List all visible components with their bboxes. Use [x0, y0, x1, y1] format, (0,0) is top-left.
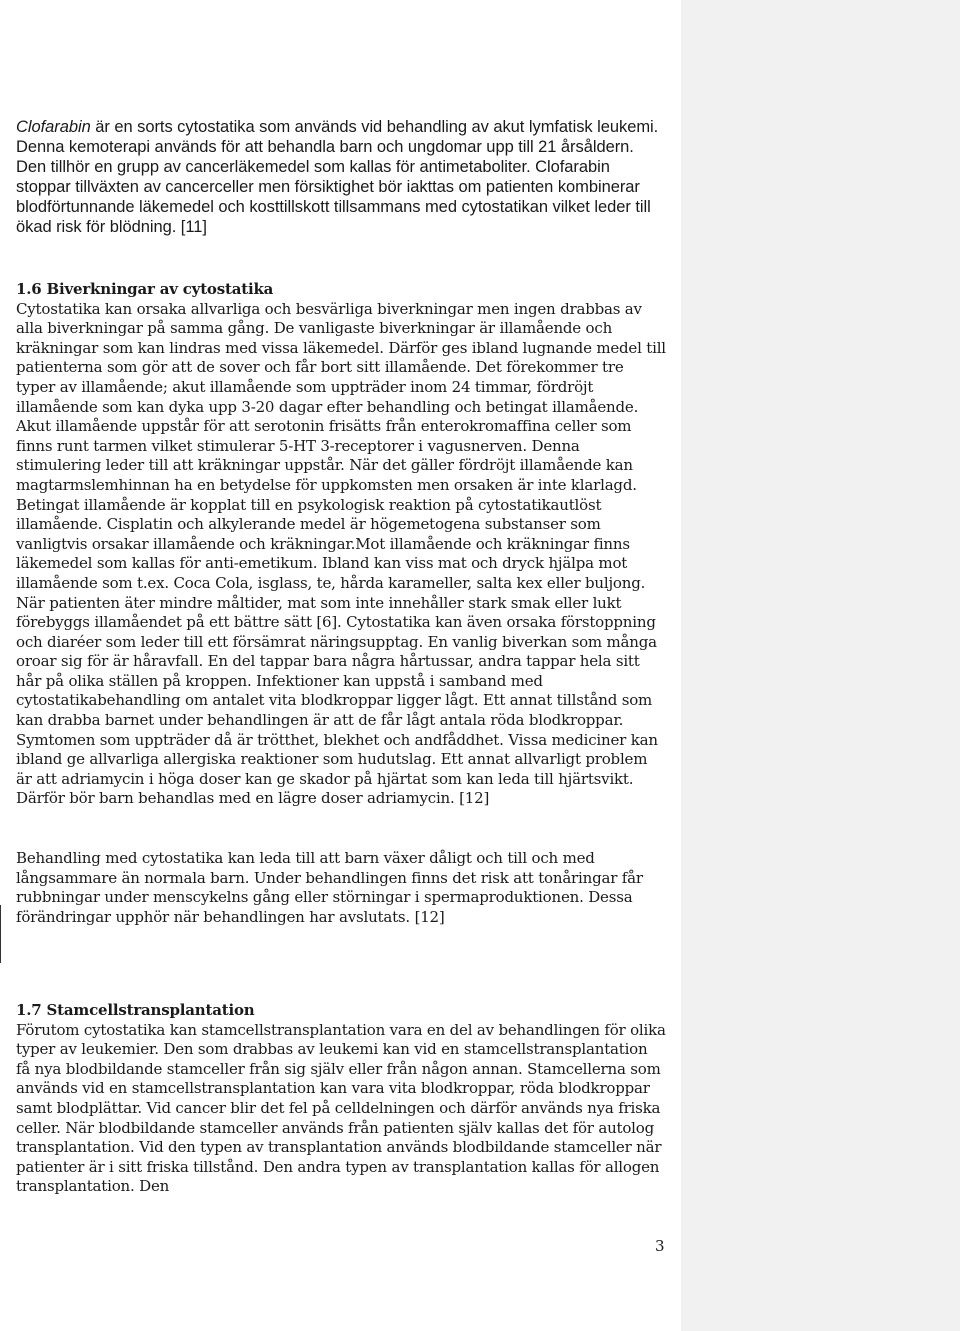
comment-margin-pane	[681, 0, 960, 1331]
growth-paragraph: Behandling med cytostatika kan leda till att barn växer dåligt och till och med långsammare än normala barn. Under behandlingen finns det risk att tonåringar får rubbningar under menscykelns gång eller störningar i spermaproduktionen. Dessa förändringar upphör när behandlingen har avslutats. [12]	[16, 849, 643, 926]
page-number: 3	[655, 1237, 665, 1255]
section-side-effects	[16, 280, 666, 809]
clofarabin-paragraph	[16, 117, 666, 238]
section-heading: 1.7 Stamcellstransplantation	[16, 1001, 255, 1019]
drug-name: Clofarabin	[16, 118, 91, 136]
paragraph-text: är en sorts cytostatika som används vid behandling av akut lymfatisk leukemi. Denna kemoterapi används för att behandla barn och ungdomar upp till 21 årsåldern. Den tillhör en grupp av cancerläkemedel som kallas för antimetaboliter. Clofarabin stoppar tillväxten av cancerceller men försiktighet bör iakttas om patienten kombinerar blodförtunnande läkemedel och kosttillskott tillsammans med cytostatikan vilket leder till ökad risk för blödning. [11]	[16, 118, 659, 237]
section-body: Cytostatika kan orsaka allvarliga och besvärliga biverkningar men ingen drabbas av alla biverkningar på samma gång. De vanligaste biverkningar är illamående och kräkningar som kan lindras med vissa läkemedel. Därför ges ibland lugnande medel till patienterna som gör att de sover och får bort sitt illamående. Det förekommer tre typer av illamående; akut illamående som uppträder inom 24 timmar, fördröjt illamående som kan dyka upp 3-20 dagar efter behandling och betingat illamående. Akut illamående uppstår för att serotonin frisätts från enterokromaffina celler som finns runt tarmen vilket stimulerar 5-HT 3-receptorer i vagusnerven. Denna stimulering leder till att kräkningar uppstår. När det gäller fördröjt illamående kan magtarmslemhinnan ha en betydelse för uppkomsten men orsaken är inte klarlagd. Betingat illamående är kopplat till en psykologisk reaktion på cytostatikautlöst illamående. Cisplatin och alkylerande medel är högemetogena substanser som vanligtvis orsakar illamående och kräkningar.Mot illamående och kräkningar finns läkemedel som kallas för anti-emetikum. Ibland kan viss mat och dryck hjälpa mot illamående som t.ex. Coca Cola, isglass, te, hårda karameller, salta kex eller buljong. När patienten äter mindre måltider, mat som inte innehåller stark smak eller lukt förebyggs illamåendet på ett bättre sätt [6]. Cytostatika kan även orsaka förstoppning och diaréer som leder till ett försämrat näringsupptag. En vanlig biverkan som många oroar sig för är håravfall. En del tappar bara några hårtussar, andra tappar hela sitt hår på olika ställen på kroppen. Infektioner kan uppstå i samband med cytostatikabehandling om antalet vita blodkroppar ligger lågt. Ett annat tillstånd som kan drabba barnet under behandlingen är att de får lågt antala röda blodkroppar. Symtomen som uppträder då är trötthet, blekhet och andfåddhet. Vissa mediciner kan ibland ge allvarliga allergiska reaktioner som hudutslag. Ett annat allvarligt problem är att adriamycin i höga doser kan ge skador på hjärtat som kan leda till hjärtsvikt. Därför bör barn behandlas med en lägre doser adriamycin. [12]	[16, 299, 666, 808]
section-stem-cell-transplant	[16, 1001, 666, 1197]
section-heading: 1.6 Biverkningar av cytostatika	[16, 280, 274, 298]
revision-change-bar	[0, 905, 1, 963]
section-body: Förutom cytostatika kan stamcellstransplantation vara en del av behandlingen för olika typer av leukemier. Den som drabbas av leukemi kan vid en stamcellstransplantation få nya blodbildande stamceller från sig själv eller från någon annan. Stamcellerna som används vid en stamcellstransplantation kan vara vita blodkroppar, röda blodkroppar samt blodplättar. Vid cancer blir det fel på celldelningen och därför används nya friska celler. När blodbildande stamceller används från patienten själv kallas det för autolog transplantation. Vid den typen av transplantation används blodbildande stamceller när patienter är i sitt friska tillstånd. Den andra typen av transplantation kallas för allogen transplantation. Den	[16, 1020, 666, 1196]
